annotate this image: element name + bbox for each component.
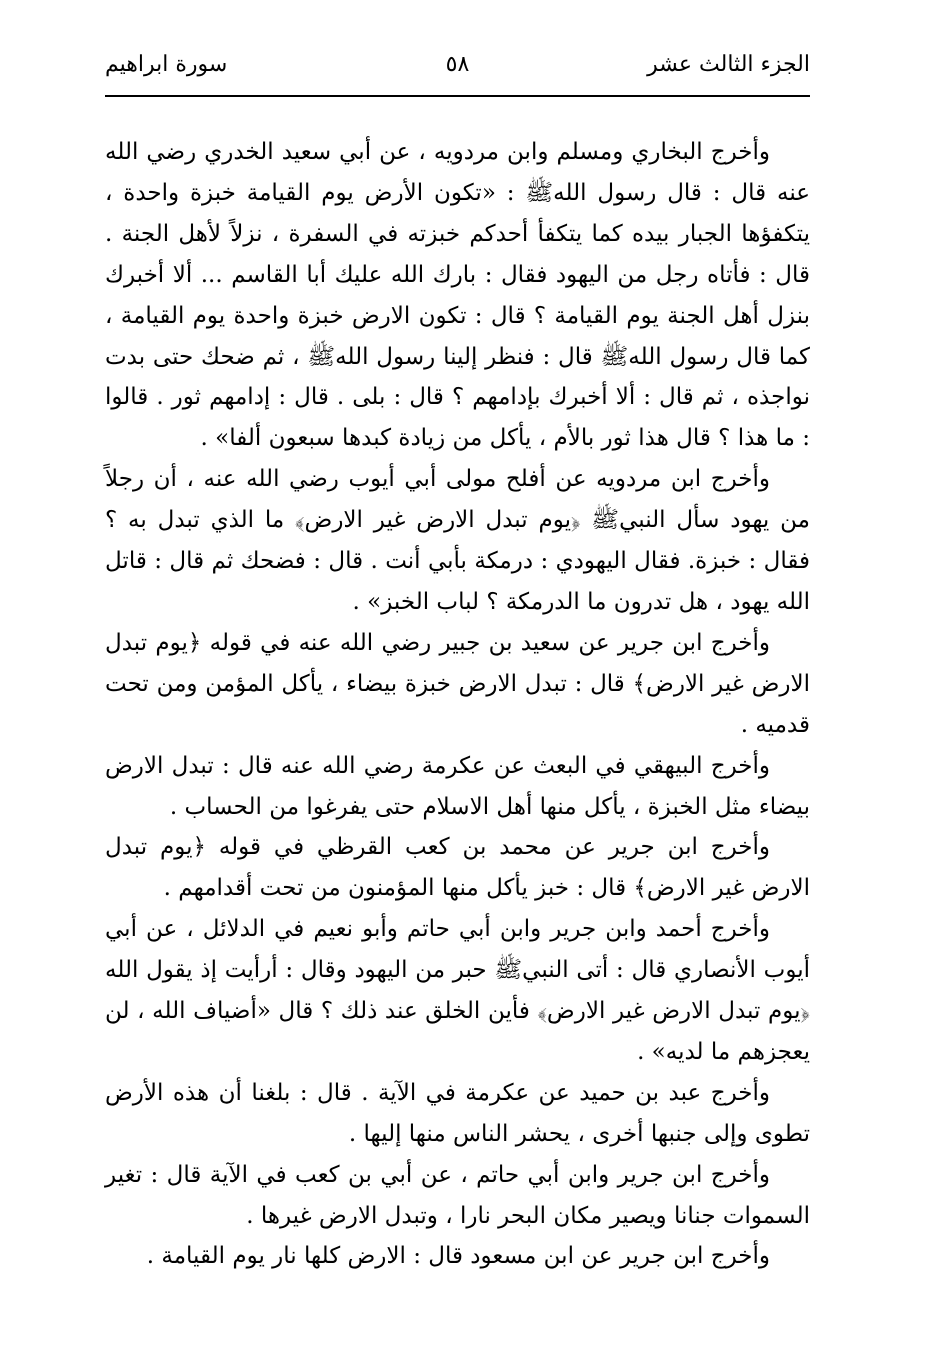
paragraph-3: وأخرج ابن جرير عن سعيد بن جبير رضي الله عنه في قوله ﴿يوم تبدل الارض غير الارض﴾ قال : تبدل الارض خبزة بيضاء ، يأكل المؤمن ومن تحت قدميه . [105,629,810,738]
header-rule [105,95,810,97]
page-header [105,46,810,94]
paragraph-2: وأخرج ابن مردويه عن أفلح مولى أبي أيوب رضي الله عنه ، أن رجلاً من يهود سأل النبيﷺ ﴿يوم تبدل الارض غير الارض﴾ ما الذي تبدل به ؟ فقال : خبزة. فقال اليهودي : درمكة بأبي أنت . قال : فضحك ثم قال : قاتل الله يهود ، هل تدرون ما الدرمكة ؟ لباب الخبز» . [105,466,810,615]
paragraph-9: وأخرج ابن جرير عن ابن مسعود قال : الارض كلها نار يوم القيامة . [146,1243,770,1270]
page-number: ٥٨ [445,52,470,77]
paragraph-5: وأخرج ابن جرير عن محمد بن كعب القرظي في قوله ﴿يوم تبدل الارض غير الارض﴾ قال : خبز يأكل منها المؤمنون من تحت أقدامهم . [105,834,810,902]
page-body [105,132,810,1277]
paragraph-1: وأخرج البخاري ومسلم وابن مردويه ، عن أبي سعيد الخدري رضي الله عنه قال : قال رسول اللهﷺ : «تكون الأرض يوم القيامة خبزة واحدة ، يتكفؤها الجبار بيده كما يتكفأ أحدكم خبزته في السفرة ، نزلاً لأهل الجنة . قال : فأتاه رجل من اليهود فقال : بارك الله عليك أبا القاسم ... ألا أخبرك بنزل أهل الجنة يوم القيامة ؟ قال : تكون الارض خبزة واحدة يوم القيامة ، كما قال رسول اللهﷺ قال : فنظر إلينا رسول اللهﷺ ، ثم ضحك حتى بدت نواجذه ، ثم قال : ألا أخبرك بإدامهم ؟ قال : بلى . قال : إدامهم ثور . قالوا : ما هذا ؟ قال هذا ثور بالأم ، يأكل من زيادة كبدها سبعون ألفا» . [105,139,810,452]
part-title: الجزء الثالث عشر [647,52,810,77]
paragraph-6: وأخرج أحمد وابن جرير وابن أبي حاتم وأبو نعيم في الدلائل ، عن أبي أيوب الأنصاري قال : أتى النبيﷺ حبر من اليهود وقال : أرأيت إذ يقول الله ﴿يوم تبدل الارض غير الارض﴾ فأين الخلق عند ذلك ؟ قال «أضياف الله ، لن يعجزهم ما لديه» . [105,916,810,1065]
surah-title: سورة ابراهيم [105,52,228,77]
paragraph-8: وأخرج ابن جرير وابن أبي حاتم ، عن أبي بن كعب في الآية قال : تغير السموات جنانا ويصير مكان البحر نارا ، وتبدل الارض غيرها . [105,1161,810,1229]
paragraph-4: وأخرج البيهقي في البعث عن عكرمة رضي الله عنه قال : تبدل الارض بيضاء مثل الخبزة ، يأكل منها أهل الاسلام حتى يفرغوا من الحساب . [105,752,810,820]
paragraph-7: وأخرج عبد بن حميد عن عكرمة في الآية . قال : بلغنا أن هذه الأرض تطوى وإلى جنبها أخرى ، يحشر الناس منها إليها . [105,1079,810,1147]
